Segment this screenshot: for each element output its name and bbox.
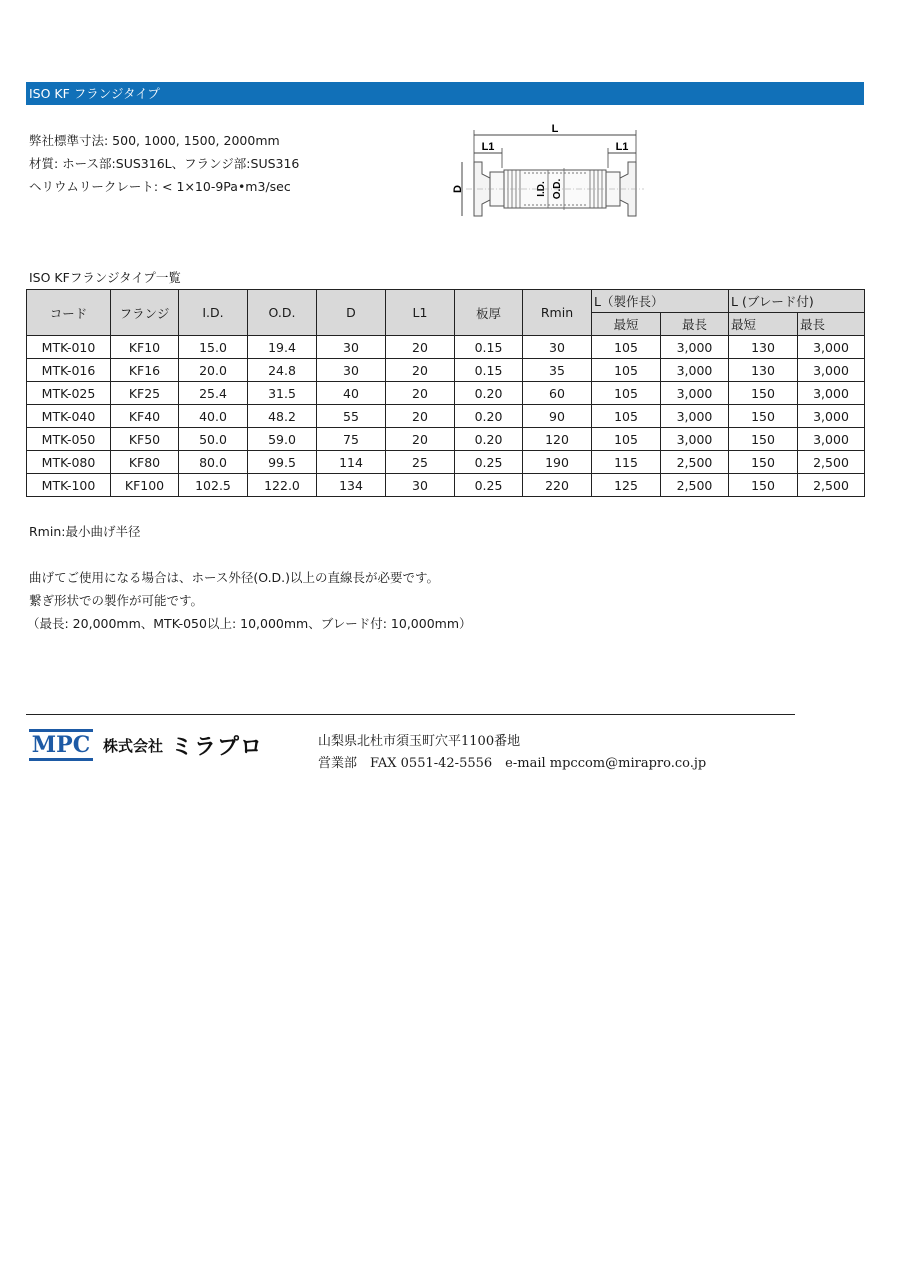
cell: KF40 bbox=[111, 405, 179, 428]
cell: KF25 bbox=[111, 382, 179, 405]
header-id: I.D. bbox=[179, 290, 248, 336]
bellows-dimension-diagram bbox=[440, 118, 660, 228]
table-row bbox=[27, 405, 865, 428]
label-id: I.D. bbox=[536, 181, 547, 197]
cell: 125 bbox=[592, 474, 661, 497]
cell: MTK-080 bbox=[27, 451, 111, 474]
cell: KF10 bbox=[111, 336, 179, 359]
table-title: ISO KFフランジタイプ一覧 bbox=[29, 270, 181, 285]
cell: 114 bbox=[317, 451, 386, 474]
cell: KF100 bbox=[111, 474, 179, 497]
cell: 20 bbox=[386, 428, 455, 451]
header-group-made-length: L（製作長） bbox=[592, 290, 729, 313]
cell: 60 bbox=[523, 382, 592, 405]
cell: 134 bbox=[317, 474, 386, 497]
cell: 120 bbox=[523, 428, 592, 451]
spec-standard-sizes: 弊社標準寸法: 500, 1000, 1500, 2000mm bbox=[29, 133, 280, 148]
cell: 40 bbox=[317, 382, 386, 405]
cell: 15.0 bbox=[179, 336, 248, 359]
label-d: D bbox=[452, 185, 464, 193]
table-row bbox=[27, 474, 865, 497]
cell: 220 bbox=[523, 474, 592, 497]
cell: 20 bbox=[386, 359, 455, 382]
cell: 150 bbox=[729, 451, 798, 474]
cell: 3,000 bbox=[661, 359, 729, 382]
cell: 24.8 bbox=[248, 359, 317, 382]
table-row bbox=[27, 359, 865, 382]
cell: 3,000 bbox=[661, 336, 729, 359]
cell: 25 bbox=[386, 451, 455, 474]
cell: 30 bbox=[386, 474, 455, 497]
cell: MTK-050 bbox=[27, 428, 111, 451]
cell: 0.20 bbox=[455, 428, 523, 451]
cell: 30 bbox=[317, 336, 386, 359]
cell: MTK-100 bbox=[27, 474, 111, 497]
cell: KF50 bbox=[111, 428, 179, 451]
cell: MTK-016 bbox=[27, 359, 111, 382]
cell: 105 bbox=[592, 428, 661, 451]
cell: 55 bbox=[317, 405, 386, 428]
cell: 3,000 bbox=[798, 382, 865, 405]
table-body bbox=[27, 336, 865, 497]
cell: 3,000 bbox=[661, 405, 729, 428]
header-code: コード bbox=[27, 290, 111, 336]
cell: 150 bbox=[729, 428, 798, 451]
cell: 130 bbox=[729, 359, 798, 382]
cell: 190 bbox=[523, 451, 592, 474]
cell: 105 bbox=[592, 336, 661, 359]
cell: 105 bbox=[592, 405, 661, 428]
cell: 0.15 bbox=[455, 336, 523, 359]
header-made-longest: 最長 bbox=[661, 313, 729, 336]
cell: 3,000 bbox=[798, 428, 865, 451]
cell: 0.15 bbox=[455, 359, 523, 382]
cell: 150 bbox=[729, 405, 798, 428]
cell: 40.0 bbox=[179, 405, 248, 428]
cell: 3,000 bbox=[798, 336, 865, 359]
cell: 48.2 bbox=[248, 405, 317, 428]
cell: 0.25 bbox=[455, 474, 523, 497]
company-address-block bbox=[318, 731, 706, 775]
cell: MTK-025 bbox=[27, 382, 111, 405]
cell: 31.5 bbox=[248, 382, 317, 405]
cell: KF80 bbox=[111, 451, 179, 474]
header-l1: L1 bbox=[386, 290, 455, 336]
company-address: 山梨県北杜市須玉町穴平1100番地 bbox=[318, 734, 521, 749]
cell: KF16 bbox=[111, 359, 179, 382]
label-l1-left: L1 bbox=[481, 141, 495, 153]
header-thickness: 板厚 bbox=[455, 290, 523, 336]
cell: 99.5 bbox=[248, 451, 317, 474]
header-rmin: Rmin bbox=[523, 290, 592, 336]
company-name: ミラプロ bbox=[171, 734, 264, 760]
cell: 0.20 bbox=[455, 382, 523, 405]
cell: 2,500 bbox=[661, 474, 729, 497]
table-row bbox=[27, 451, 865, 474]
table-row bbox=[27, 428, 865, 451]
table-row bbox=[27, 382, 865, 405]
label-l1-right: L1 bbox=[615, 141, 629, 153]
cell: 150 bbox=[729, 382, 798, 405]
mpc-logo-mark bbox=[29, 729, 93, 761]
cell: 150 bbox=[729, 474, 798, 497]
bending-note: 曲げてご使用になる場合は、ホース外径(O.D.)以上の直線長が必要です。 bbox=[29, 570, 440, 585]
cell: 20 bbox=[386, 382, 455, 405]
cell: 122.0 bbox=[248, 474, 317, 497]
table-row bbox=[27, 336, 865, 359]
footer-divider bbox=[26, 714, 795, 715]
cell: 30 bbox=[317, 359, 386, 382]
spec-leak-rate: ヘリウムリークレート: < 1×10-9Pa•m3/sec bbox=[29, 179, 291, 194]
cell: 19.4 bbox=[248, 336, 317, 359]
cell: 90 bbox=[523, 405, 592, 428]
cell: 3,000 bbox=[661, 428, 729, 451]
joint-note: 繋ぎ形状での製作が可能です。 bbox=[29, 593, 204, 608]
cell: 3,000 bbox=[798, 405, 865, 428]
label-l: L bbox=[551, 123, 559, 135]
spec-list bbox=[29, 129, 299, 198]
cell: 3,000 bbox=[798, 359, 865, 382]
cell: 102.5 bbox=[179, 474, 248, 497]
cell: 20.0 bbox=[179, 359, 248, 382]
cell: 130 bbox=[729, 336, 798, 359]
cell: 20 bbox=[386, 336, 455, 359]
cell: 0.20 bbox=[455, 405, 523, 428]
cell: 2,500 bbox=[798, 451, 865, 474]
cell: 0.25 bbox=[455, 451, 523, 474]
cell: 80.0 bbox=[179, 451, 248, 474]
kf-flange-spec-table bbox=[26, 289, 865, 497]
logo-mark-text: MPC bbox=[31, 732, 91, 758]
max-length-note: （最長: 20,000mm、MTK-050以上: 10,000mm、ブレード付: 10,000mm） bbox=[27, 616, 472, 631]
cell: 3,000 bbox=[661, 382, 729, 405]
rmin-note: Rmin:最小曲げ半径 bbox=[29, 524, 141, 539]
cell: 2,500 bbox=[661, 451, 729, 474]
logo-bar-bottom bbox=[29, 758, 93, 761]
header-od: O.D. bbox=[248, 290, 317, 336]
cell: 105 bbox=[592, 359, 661, 382]
cell: 2,500 bbox=[798, 474, 865, 497]
company-logo bbox=[29, 729, 263, 761]
header-made-shortest: 最短 bbox=[592, 313, 661, 336]
spec-material: 材質: ホース部:SUS316L、フランジ部:SUS316 bbox=[29, 156, 300, 171]
label-od: O.D. bbox=[552, 178, 563, 200]
cell: 35 bbox=[523, 359, 592, 382]
company-contact: 営業部 FAX 0551-42-5556 e-mail mpccom@mirapro.co.jp bbox=[318, 756, 707, 771]
cell: 75 bbox=[317, 428, 386, 451]
company-type: 株式会社 bbox=[103, 736, 164, 755]
cell: 50.0 bbox=[179, 428, 248, 451]
cell: MTK-010 bbox=[27, 336, 111, 359]
header-braid-longest: 最長 bbox=[798, 313, 865, 336]
section-banner: ISO KF フランジタイプ bbox=[26, 82, 864, 105]
header-d: D bbox=[317, 290, 386, 336]
header-braid-shortest: 最短 bbox=[729, 313, 798, 336]
cell: MTK-040 bbox=[27, 405, 111, 428]
cell: 115 bbox=[592, 451, 661, 474]
cell: 59.0 bbox=[248, 428, 317, 451]
header-group-braided: L (ブレード付) bbox=[729, 290, 865, 313]
cell: 30 bbox=[523, 336, 592, 359]
cell: 20 bbox=[386, 405, 455, 428]
cell: 25.4 bbox=[179, 382, 248, 405]
cell: 105 bbox=[592, 382, 661, 405]
header-flange: フランジ bbox=[111, 290, 179, 336]
